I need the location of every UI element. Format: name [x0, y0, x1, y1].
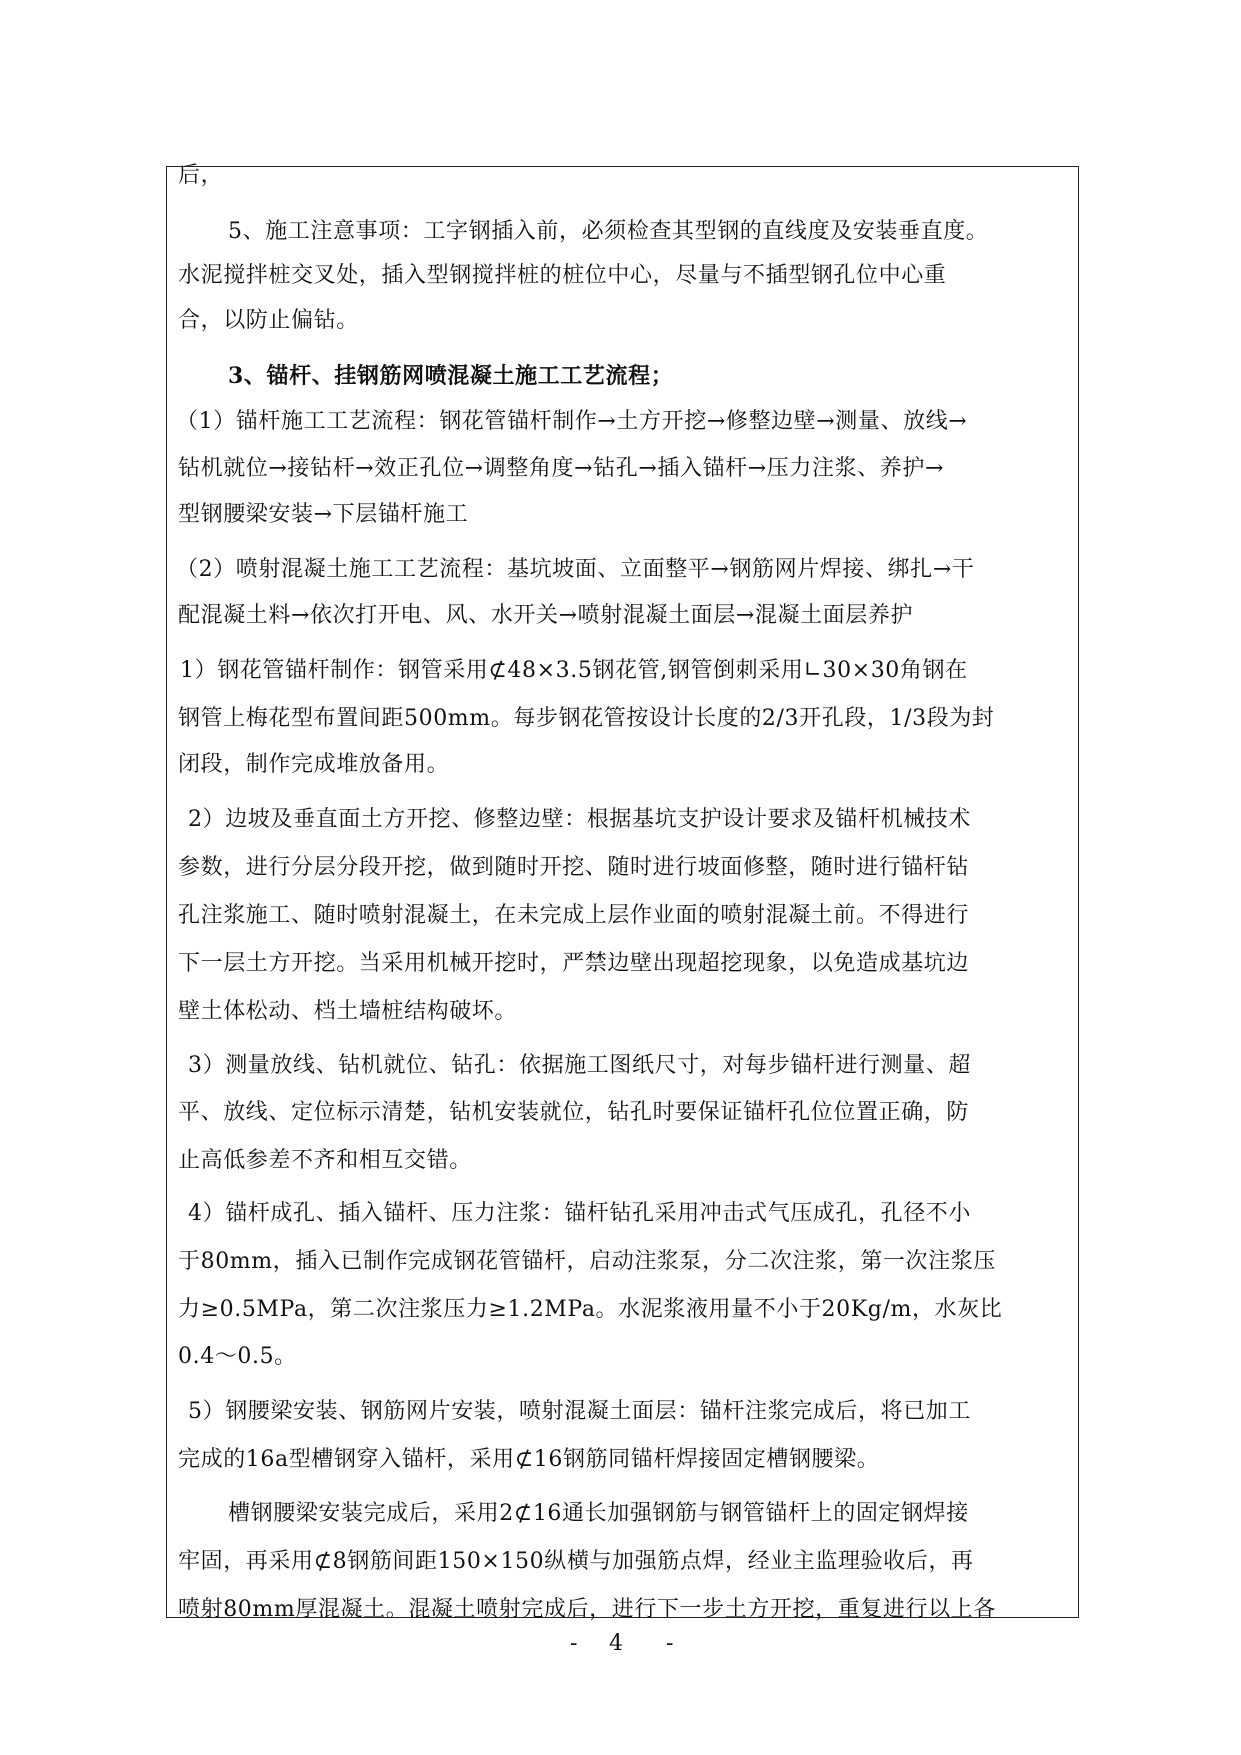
text-line-7: 钻机就位→接钻杆→效正孔位→调整角度→钻孔→插入锚杆→压力注浆、养护→: [178, 456, 945, 481]
text-line-26: 5）钢腰梁安装、钢筋网片安装，喷射混凝土面层：锚杆注浆完成后，将已加工: [188, 1399, 971, 1424]
text-line-22: 4）锚杆成孔、插入锚杆、压力注浆：锚杆钻孔采用冲击式气压成孔，孔径不小: [188, 1201, 971, 1226]
text-line-16: 孔注浆施工、随时喷射混凝土，在未完成上层作业面的喷射混凝土前。不得进行: [178, 903, 970, 928]
footer-dash-left: -: [570, 1631, 578, 1656]
footer-dash-right: -: [666, 1631, 674, 1656]
section-heading-3: 3、锚杆、挂钢筋网喷混凝土施工工艺流程；: [228, 363, 674, 389]
text-line-13: 闭段，制作完成堆放备用。: [178, 752, 450, 777]
text-line-28: 槽钢腰梁安装完成后，采用2⊄16通长加强钢筋与钢管锚杆上的固定钢焊接: [228, 1501, 969, 1526]
text-line-27: 完成的16a型槽钢穿入锚杆，采用⊄16钢筋同锚杆焊接固定槽钢腰梁。: [178, 1447, 880, 1472]
text-line-11: 1）钢花管锚杆制作：钢管采用⊄48×3.5钢花管,钢管倒刺采用∟30×30角钢在: [180, 658, 968, 683]
text-line-12: 钢管上梅花型布置间距500mm。每步钢花管按设计长度的2/3开孔段，1/3段为封: [178, 706, 995, 731]
text-line-2: 5、施工注意事项：工字钢插入前，必须检查其型钢的直线度及安装垂直度。: [228, 219, 989, 244]
text-line-10: 配混凝土料→依次打开电、风、水开关→喷射混凝土面层→混凝土面层养护: [178, 603, 914, 628]
text-line-6: （1）锚杆施工工艺流程：钢花管锚杆制作→土方开挖→修整边壁→测量、放线→: [176, 409, 968, 434]
text-line-19: 3）测量放线、钻机就位、钻孔：依据施工图纸尺寸，对每步锚杆进行测量、超: [188, 1053, 971, 1078]
text-line-30: 喷射80mm厚混凝土。混凝土喷射完成后，进行下一步土方开挖，重复进行以上各: [178, 1597, 996, 1622]
text-line-8: 型钢腰梁安装→下层锚杆施工: [178, 502, 469, 527]
text-line-9: （2）喷射混凝土施工工艺流程：基坑坡面、立面整平→钢筋网片焊接、绑扎→干: [176, 557, 975, 582]
text-line-23: 于80mm，插入已制作完成钢花管锚杆，启动注浆泵，分二次注浆，第一次注浆压: [178, 1249, 996, 1274]
text-line-15: 参数，进行分层分段开挖，做到随时开挖、随时进行坡面修整，随时进行锚杆钻: [178, 855, 970, 880]
text-line-20: 平、放线、定位标示清楚，钻机安装就位，钻孔时要保证锚杆孔位位置正确，防: [178, 1100, 970, 1125]
page-number: 4: [609, 1631, 623, 1656]
text-line-14: 2）边坡及垂直面土方开挖、修整边壁：根据基坑支护设计要求及锚杆机械技术: [188, 807, 971, 832]
text-line-3: 水泥搅拌桩交叉处，插入型钢搅拌桩的桩位中心，尽量与不插型钢孔位中心重: [178, 263, 947, 288]
text-line-17: 下一层土方开挖。当采用机械开挖时，严禁边壁出现超挖现象，以免造成基坑边: [178, 951, 970, 976]
text-line-24: 力≥0.5MPa，第二次注浆压力≥1.2MPa。水泥浆液用量不小于20Kg/m，水灰比: [178, 1297, 1003, 1322]
text-line-21: 止高低参差不齐和相互交错。: [178, 1148, 472, 1173]
text-line-25: 0.4～0.5。: [178, 1344, 297, 1369]
text-line-29: 牢固，再采用⊄8钢筋间距150×150纵横与加强筋点焊，经业主监理验收后，再: [178, 1549, 974, 1574]
text-line-4: 合，以防止偏钻。: [178, 308, 359, 333]
text-line-18: 壁土体松动、档土墙桩结构破坏。: [178, 999, 518, 1024]
text-line-1: 后，: [178, 163, 224, 188]
